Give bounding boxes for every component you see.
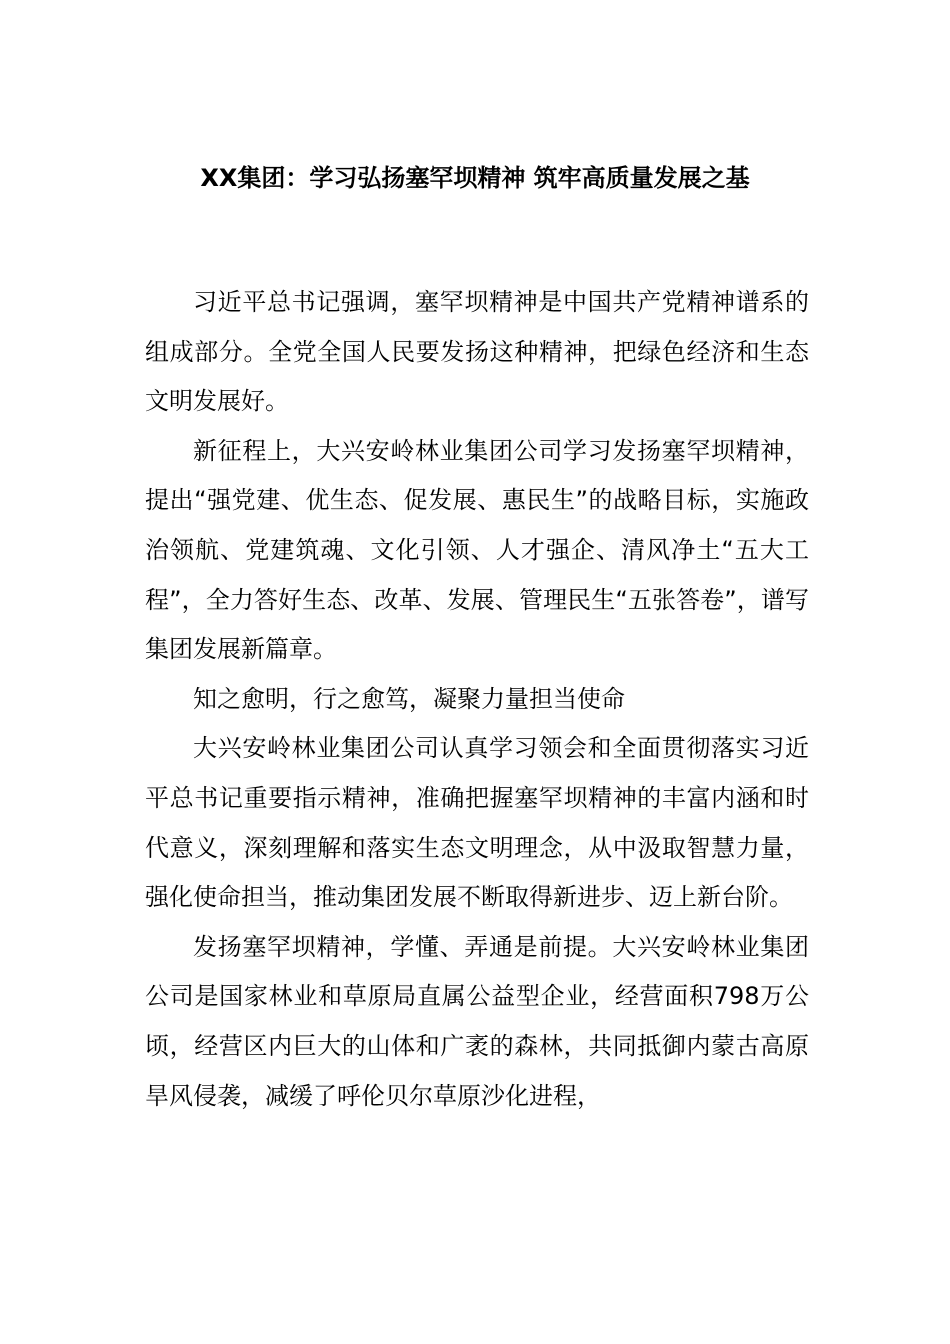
paragraph-1: 习近平总书记强调，塞罕坝精神是中国共产党精神谱系的组成部分。全党全国人民要发扬这种精神，把绿色经济和生态文明发展好。: [145, 288, 809, 416]
paragraph-3: 大兴安岭林业集团公司认真学习领会和全面贯彻落实习近平总书记重要指示精神，准确把握塞罕坝精神的丰富内涵和时代意义，深刻理解和落实生态文明理念，从中汲取智慧力量，强化使命担当，推动集团发展不断取得新进步、迈上新台阶。: [145, 734, 809, 912]
section-heading: 知之愈明，行之愈笃，凝聚力量担当使命: [193, 684, 625, 713]
paragraph-4: 发扬塞罕坝精神，学懂、弄通是前提。大兴安岭林业集团公司是国家林业和草原局直属公益型企业，经营面积798万公顷，经营区内巨大的山体和广袤的森林，共同抵御内蒙古高原旱风侵袭，减缓了呼伦贝尔草原沙化进程，: [145, 932, 809, 1110]
paragraph-2: 新征程上，大兴安岭林业集团公司学习发扬塞罕坝精神，提出“强党建、优生态、促发展、惠民生”的战略目标，实施政治领航、党建筑魂、文化引领、人才强企、清风净土“五大工程”，全力答好生态、改革、发展、管理民生“五张答卷”，谱写集团发展新篇章。: [145, 436, 809, 664]
document-title: XX集团：学习弘扬塞罕坝精神 筑牢高质量发展之基: [200, 164, 750, 192]
document-body: [145, 278, 809, 1121]
